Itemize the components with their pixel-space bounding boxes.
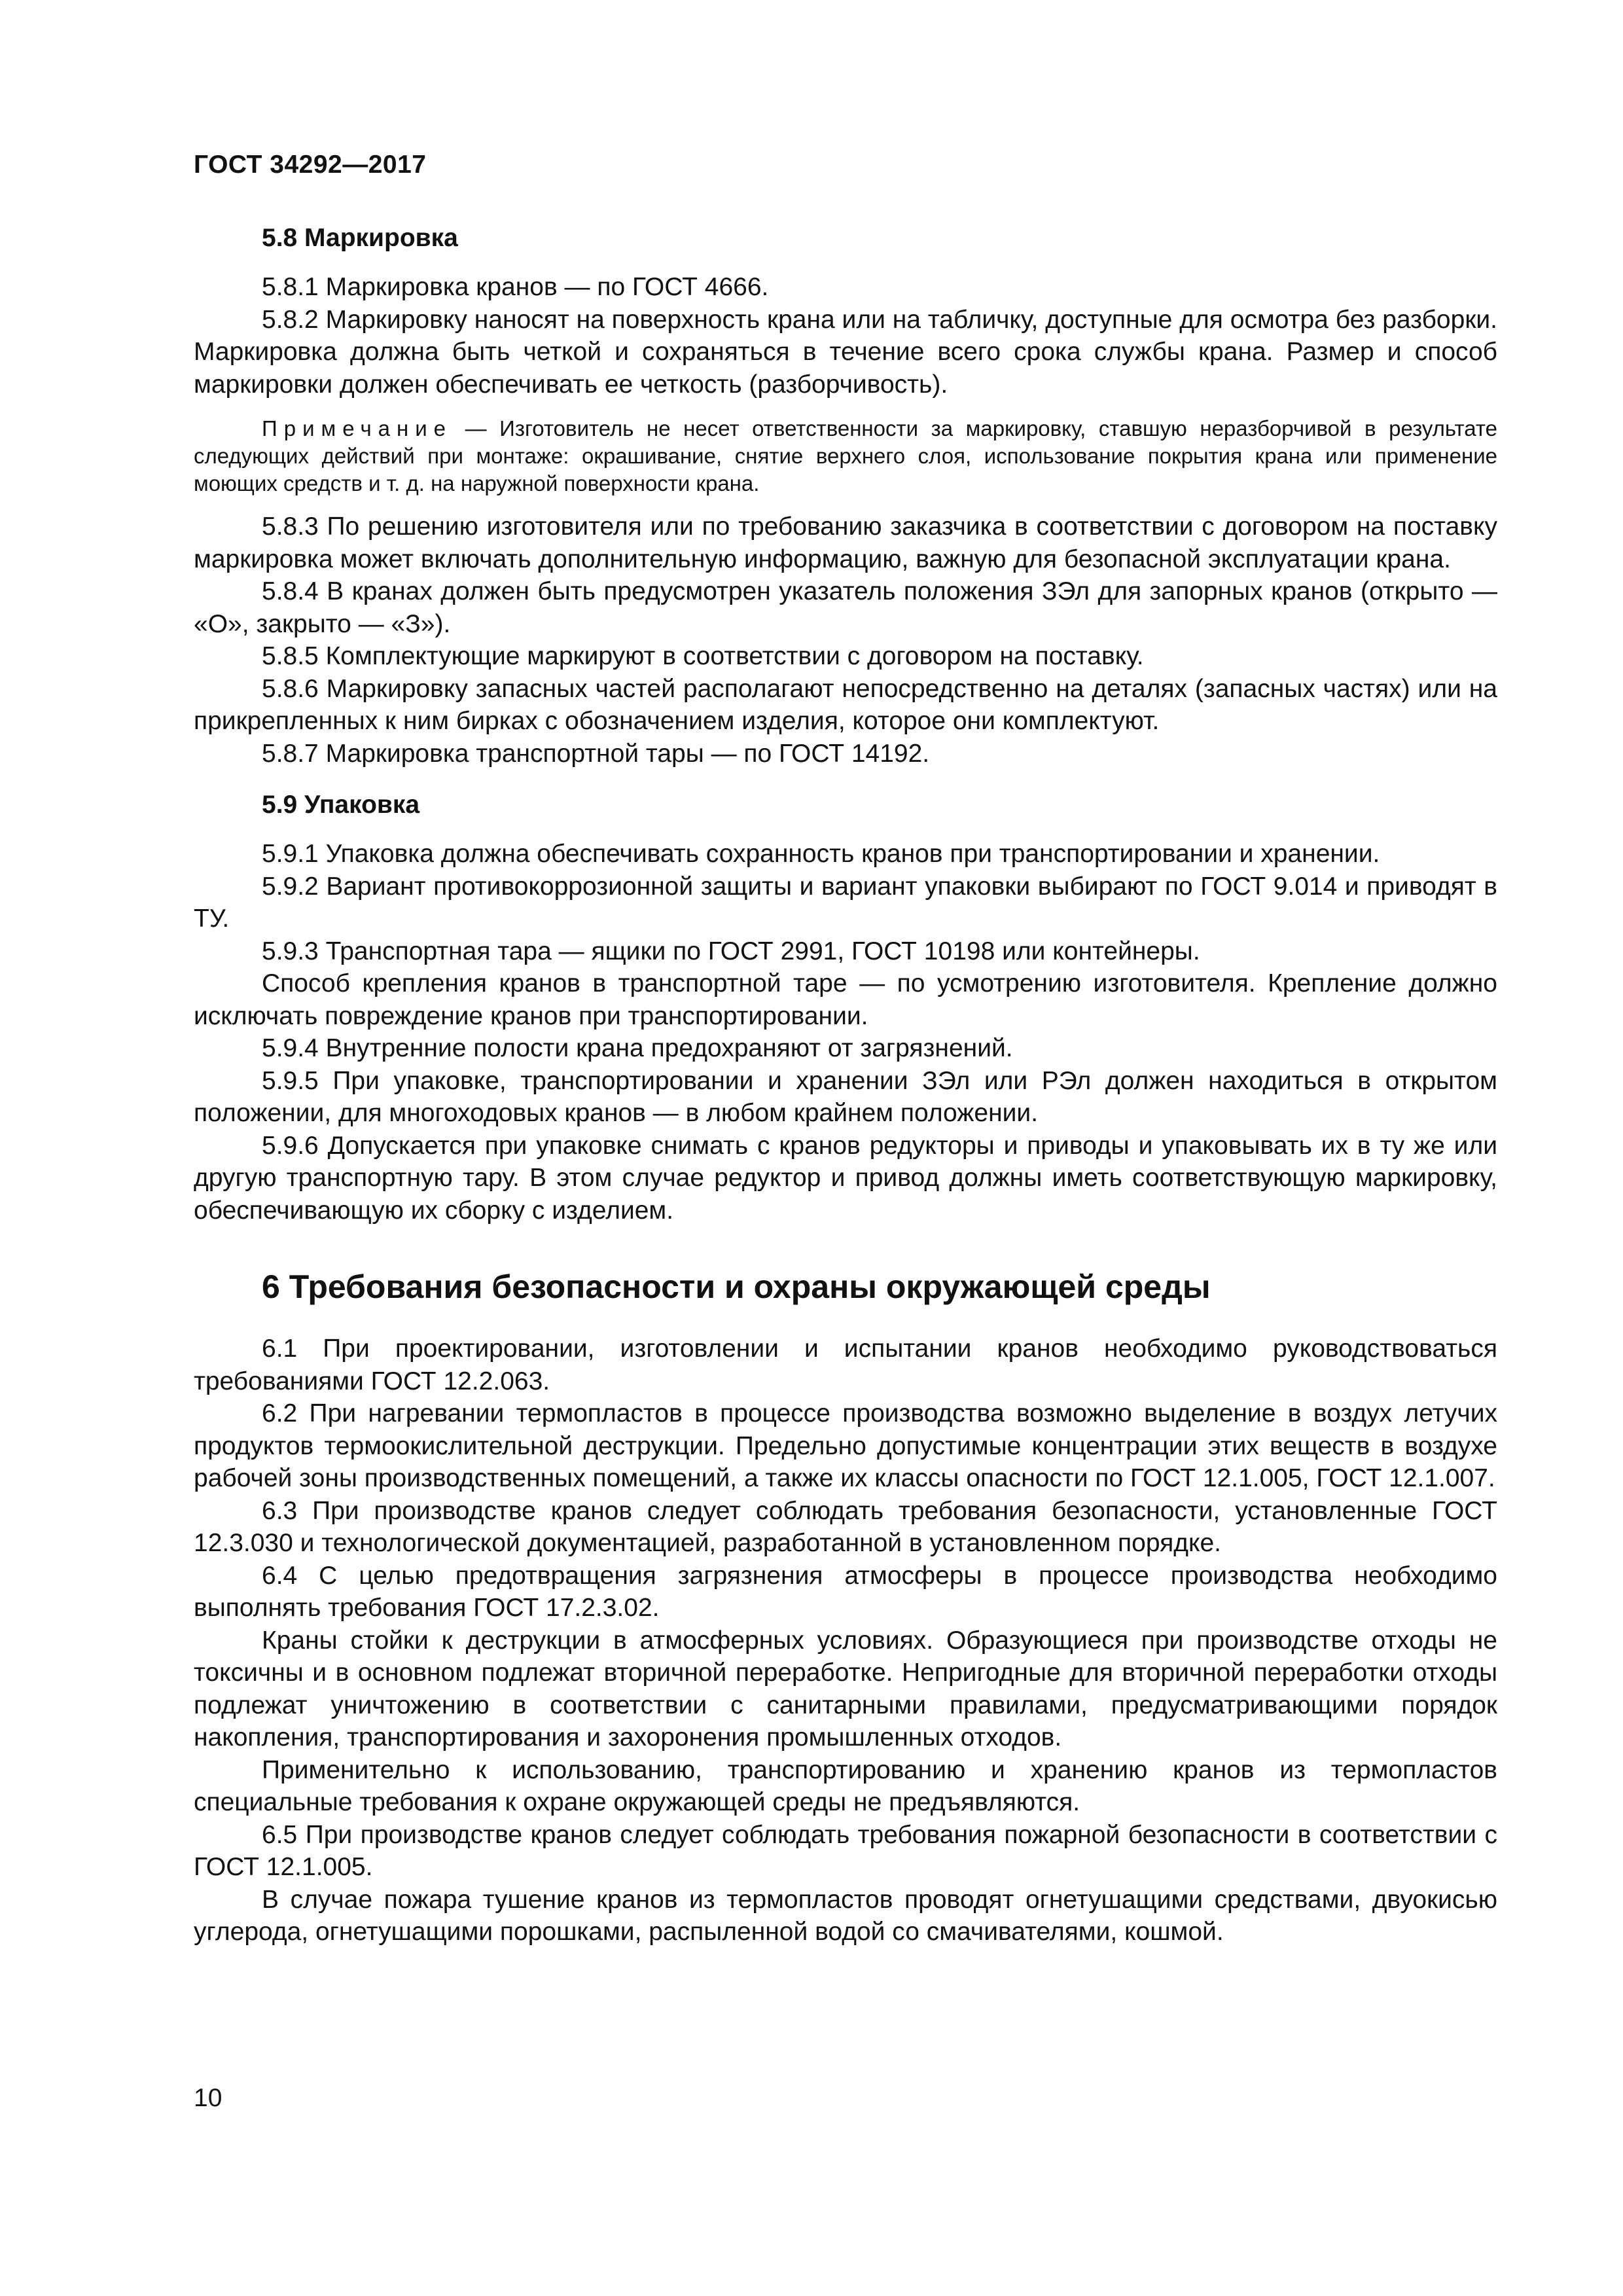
paragraph-5-8-4: 5.8.4 В кранах должен быть предусмотрен указатель положения ЗЭл для запорных кранов (открыто — «О», закрыто — «З»). xyxy=(194,577,1497,638)
paragraph-6-2: 6.2 При нагревании термопластов в процессе производства возможно выделение в воздух летучих продуктов термоокислительной деструкции. Предельно допустимые концентрации этих веществ в воздухе рабочей зоны производственных помещений, а также их классы опасности по ГОСТ 12.1.005, ГОСТ 12.1.007. xyxy=(194,1399,1497,1492)
paragraph-6-4-cont-1: Краны стойки к деструкции в атмосферных условиях. Образующиеся при производстве отходы не токсичны и в основном подлежат вторичной переработке. Непригодные для вторичной переработки отходы подлежат уничтожению в соответствии с санитарными правилами, предусматривающими порядок накопления, транспортирования и захоронения промышленных отходов. xyxy=(194,1626,1497,1751)
page-number: 10 xyxy=(194,2084,223,2112)
section-5-8-title: 5.8 Маркировка xyxy=(262,224,458,252)
paragraph-6-4: 6.4 С целью предотвращения загрязнения атмосферы в процессе производства необходимо выполнять требования ГОСТ 17.2.3.02. xyxy=(194,1561,1497,1622)
paragraph-6-1: 6.1 При проектировании, изготовлении и испытании кранов необходимо руководствоваться требованиями ГОСТ 12.2.063. xyxy=(194,1335,1497,1395)
paragraph-6-5: 6.5 При производстве кранов следует соблюдать требования пожарной безопасности в соответствии с ГОСТ 12.1.005. xyxy=(194,1820,1497,1881)
document-body xyxy=(194,221,1497,1948)
note-label: Примечание xyxy=(262,416,453,440)
paragraph-6-5-cont: В случае пожара тушение кранов из термопластов проводят огнетушащими средствами, двуокисью углерода, огнетушащими порошками, распыленной водой со смачивателями, кошмой. xyxy=(194,1885,1497,1946)
paragraph-5-9-6: 5.9.6 Допускается при упаковке снимать с кранов редукторы и приводы и упаковывать их в ту же или другую транспортную тару. В этом случае редуктор и привод должны иметь соответствующую маркировку, обеспечивающую их сборку с изделием. xyxy=(194,1131,1497,1225)
section-5-9-title: 5.9 Упаковка xyxy=(262,791,420,819)
paragraph-6-4-cont-2: Применительно к использованию, транспортированию и хранению кранов из термопластов специальные требования к охране окружающей среды не предъявляются. xyxy=(194,1755,1497,1816)
paragraph-5-9-3-cont: Способ крепления кранов в транспортной таре — по усмотрению изготовителя. Крепление должно исключать повреждение кранов при транспортировании. xyxy=(194,969,1497,1030)
note-5-8 xyxy=(194,415,1497,497)
note-text: — Изготовитель не несет ответственности за маркировку, ставшую неразборчивой в результате следующих действий при монтаже: окрашивание, снятие верхнего слоя, использование покрытия крана или применение моющих средств и т. д. на наружной поверхности крана. xyxy=(194,416,1497,495)
paragraph-5-9-4: 5.9.4 Внутренние полости крана предохраняют от загрязнений. xyxy=(262,1034,1013,1062)
spacer xyxy=(194,770,1497,788)
paragraph-5-8-6: 5.8.6 Маркировку запасных частей располагают непосредственно на деталях (запасных частях) или на прикрепленных к ним бирках с обозначением изделия, которое они комплектуют. xyxy=(194,674,1497,735)
paragraph-6-3: 6.3 При производстве кранов следует соблюдать требования безопасности, установленные ГОСТ 12.3.030 и технологической документацией, разработанной в установленном порядке. xyxy=(194,1496,1497,1557)
paragraph-5-9-5: 5.9.5 При упаковке, транспортировании и хранении ЗЭл или РЭл должен находиться в открытом положении, для многоходовых кранов — в любом крайнем положении. xyxy=(194,1066,1497,1127)
paragraph-5-9-1: 5.9.1 Упаковка должна обеспечивать сохранность кранов при транспортировании и хранении. xyxy=(262,840,1380,868)
paragraph-5-8-2: 5.8.2 Маркировку наносят на поверхность крана или на табличку, доступные для осмотра без разборки. Маркировка должна быть четкой и сохраняться в течение всего срока службы крана. Размер и способ маркировки должен обеспечивать ее четкость (разборчивость). xyxy=(194,305,1497,399)
paragraph-5-8-1: 5.8.1 Маркировка кранов — по ГОСТ 4666. xyxy=(262,273,769,301)
paragraph-5-8-7: 5.8.7 Маркировка транспортной тары — по ГОСТ 14192. xyxy=(262,739,930,768)
paragraph-5-9-2: 5.9.2 Вариант противокоррозионной защиты и вариант упаковки выбирают по ГОСТ 9.014 и приводят в ТУ. xyxy=(194,872,1497,933)
paragraph-5-8-5: 5.8.5 Комплектующие маркируют в соответствии с договором на поставку. xyxy=(262,642,1144,670)
document-header: ГОСТ 34292—2017 xyxy=(194,151,427,179)
chapter-6-title: 6 Требования безопасности и охраны окружающей среды xyxy=(262,1268,1211,1305)
paragraph-5-8-3: 5.8.3 По решению изготовителя или по требованию заказчика в соответствии с договором на поставку маркировка может включать дополнительную информацию, важную для безопасной эксплуатации крана. xyxy=(194,512,1497,573)
paragraph-5-9-3: 5.9.3 Транспортная тара — ящики по ГОСТ 2991, ГОСТ 10198 или контейнеры. xyxy=(262,937,1200,965)
